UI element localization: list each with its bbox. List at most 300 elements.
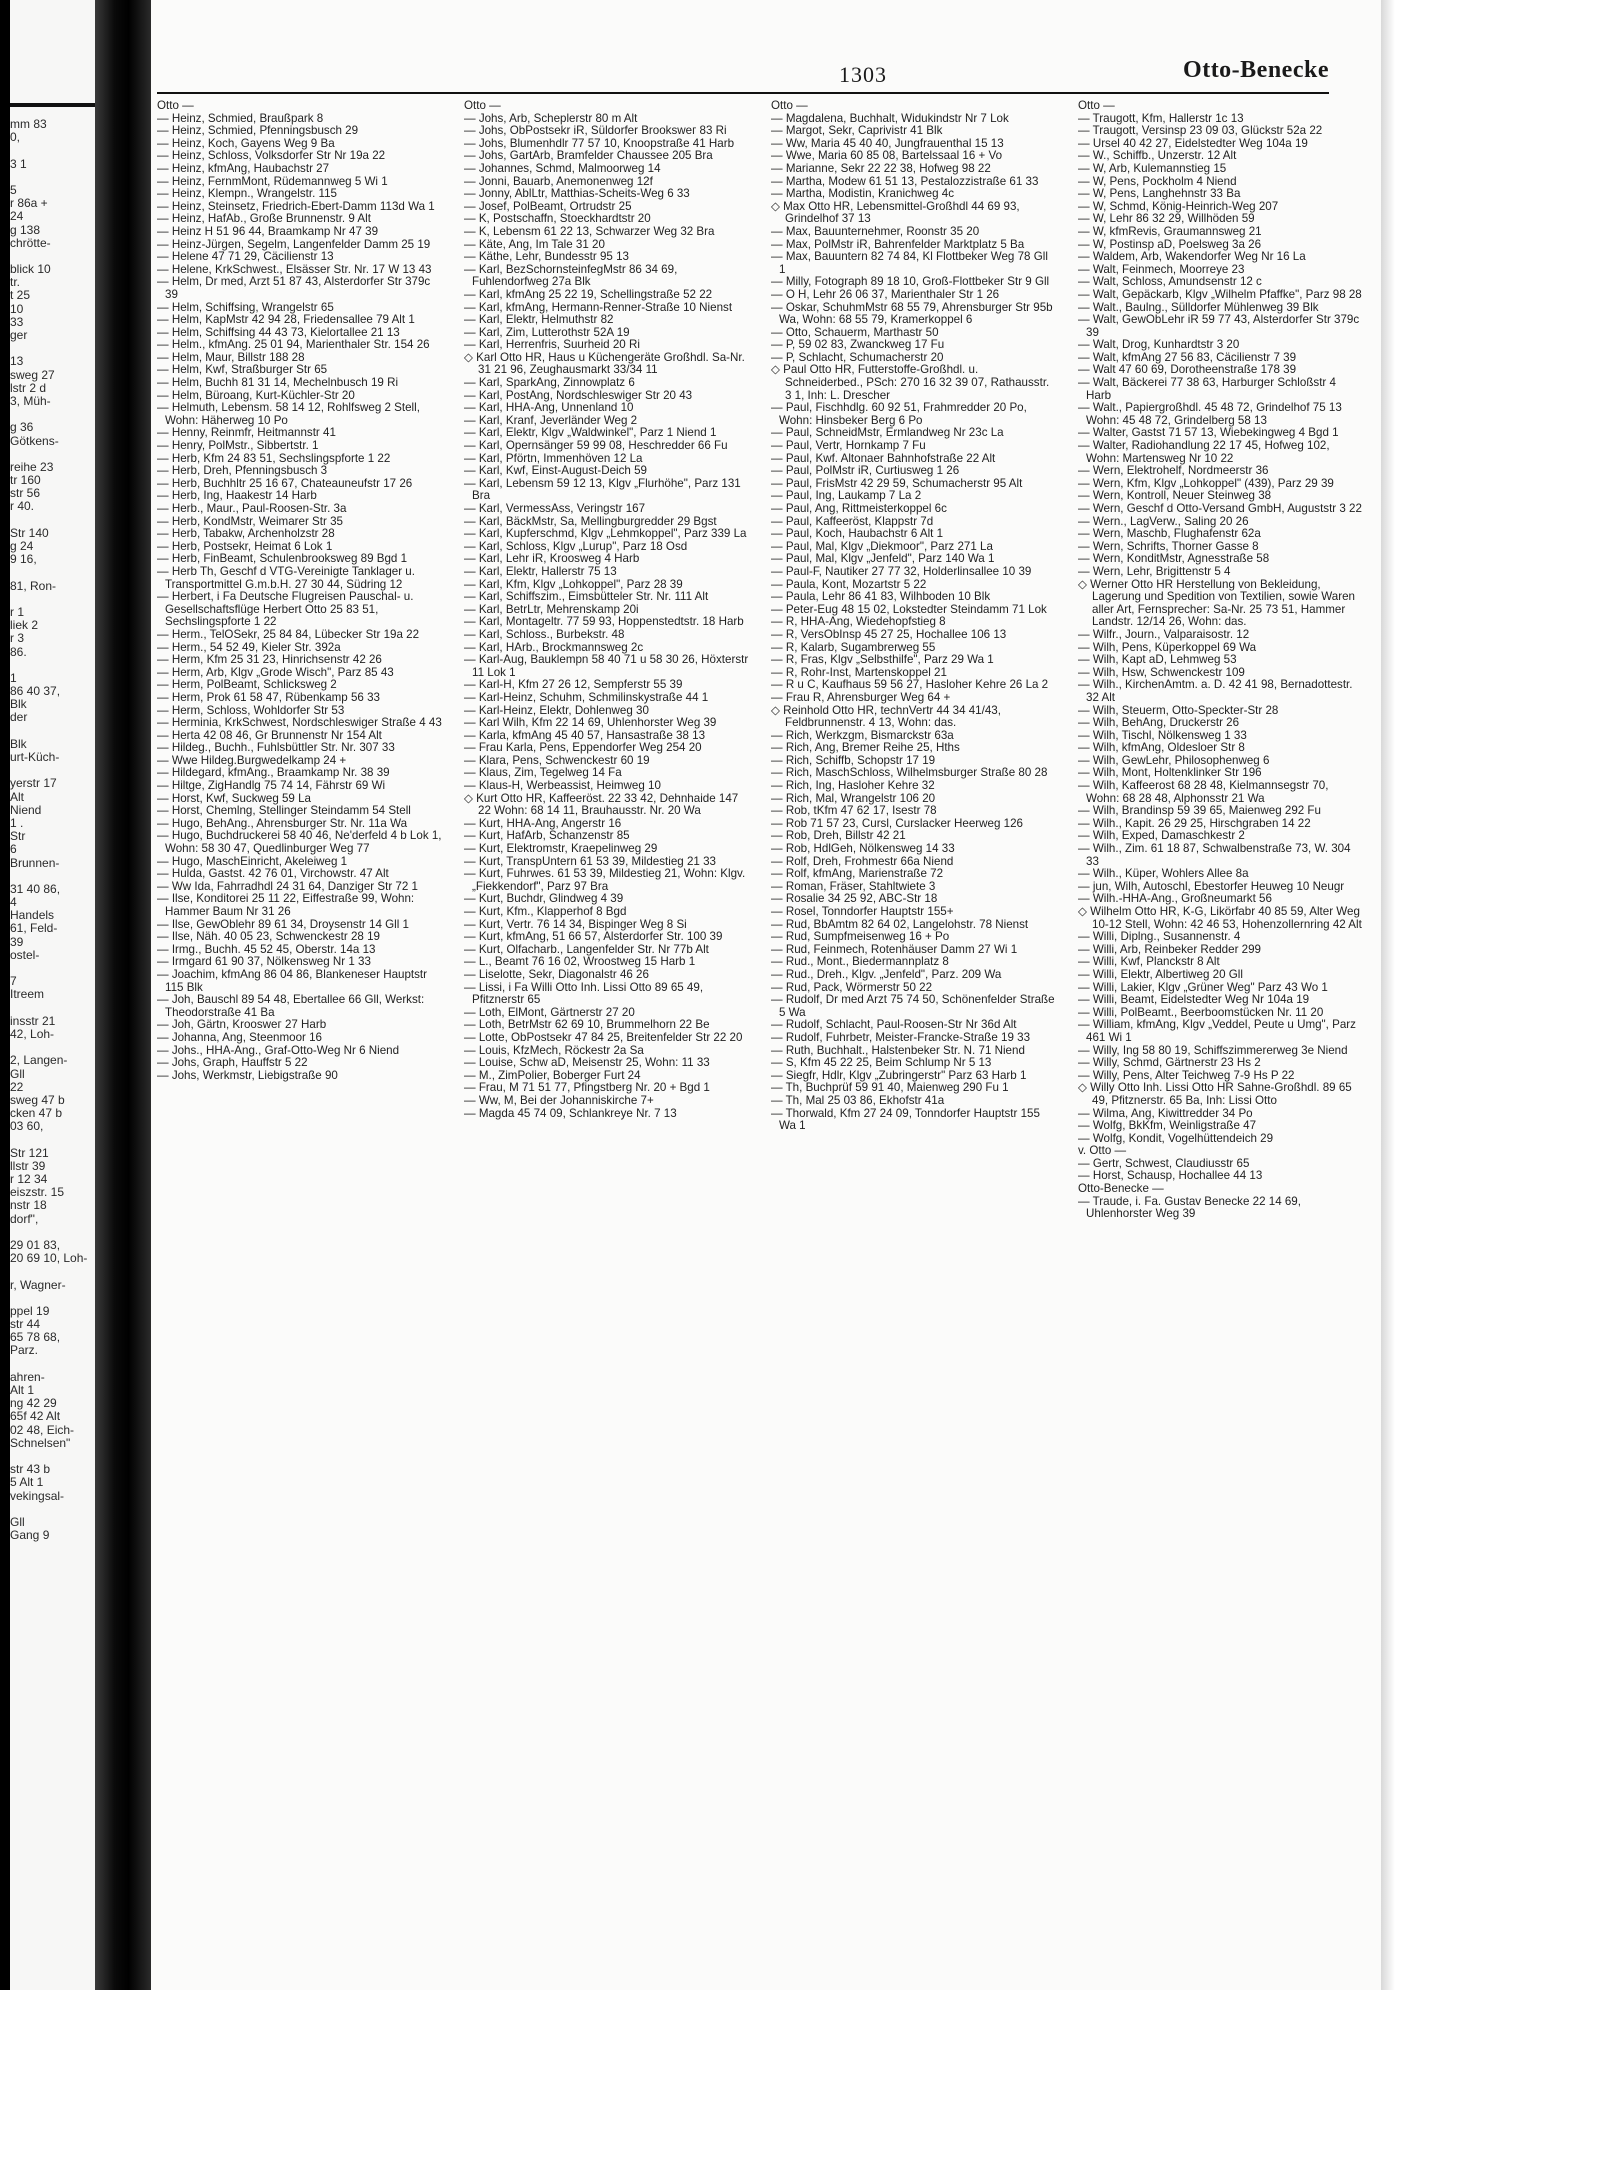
directory-entry: — Karl, Schiffszim., Eimsbütteler Str. Nr. 111 Alt: [464, 590, 709, 604]
directory-entry: — Rich, Schiffb, Schopstr 17 19: [771, 753, 936, 767]
directory-entry: — Helm, Maur, Billstr 188 28: [157, 350, 305, 364]
previous-page-fragment: tr.: [10, 275, 21, 290]
directory-entry: — Willy, Schmd, Gärtnerstr 23 Hs 2: [1078, 1056, 1261, 1070]
directory-entry: — Rob, tKfm 47 62 17, Isestr 78: [771, 804, 937, 818]
directory-column-1: [157, 100, 442, 1980]
directory-entry: — Liselotte, Sekr, Diagonalstr 46 26: [464, 967, 649, 981]
previous-page-fragment: [10, 962, 95, 975]
directory-entry: — Wilh, Pens, Küperkoppel 69 Wa: [1078, 640, 1257, 654]
directory-entry: — Marianne, Sekr 22 22 38, Hofweg 98 22: [771, 161, 991, 175]
directory-entry: — Paul, Ang, Rittmeisterkoppel 6c: [771, 502, 947, 515]
directory-entry: — Wilh., Zim. 61 18 87, Schwalbenstraße 73, W. 304 33: [1078, 842, 1351, 868]
directory-entry: — Karl, Elektr, Helmuthstr 82: [464, 313, 614, 327]
directory-entry: — Karl-Heinz, Elektr, Dohlenweg 30: [464, 703, 649, 717]
directory-entry: — Helm, Kwf, Straßburger Str 65: [157, 363, 328, 377]
directory-entry: — Horst, Schausp, Hochallee 44 13: [1078, 1169, 1263, 1183]
directory-entry: — Kurt, HHA-Ang, Angerstr 16: [464, 816, 622, 830]
directory-entry: — Wilh, Hsw, Schwenckestr 109: [1078, 665, 1245, 679]
previous-page-fragment: 6: [10, 842, 17, 857]
directory-entry: ◇ Paul Otto HR, Futterstoffe-Großhdl. u. Schneiderbed., PSch: 270 16 32 39 07, Rathausstr. 3 1, Inh: L. Drescher: [771, 363, 1050, 402]
directory-entry: — Walt, kfmAng 27 56 83, Cäcilienstr 7 39: [1078, 350, 1297, 364]
directory-entry: — Traugott, Versinsp 23 09 03, Glückstr 52a 22: [1078, 124, 1323, 138]
directory-entry: — Wilh, Kaffeerost 68 28 48, Kielmannsegstr 70, Wohn: 68 28 48, Alphonsstr 21 Wa: [1078, 779, 1329, 805]
directory-entry: — Walt, GewObLehr iR 59 77 43, Alsterdorfer Str 379c 39: [1078, 313, 1360, 339]
directory-entry: — Helene, KrkSchwest., Elsässer Str. Nr. 17 W 13 43: [157, 262, 432, 276]
directory-entry: — Helm, Buchh 81 31 14, Mechelnbusch 19 Ri: [157, 376, 399, 390]
previous-page-fragment: [10, 448, 95, 461]
previous-page-fragment: [10, 1292, 95, 1305]
previous-page-fragment: yerstr 17: [10, 776, 57, 791]
directory-entry: — Herbert, i Fa Deutsche Flugreisen Pauschal- u. Gesellschaftsflüge Herbert Otto 25 83 51, Sechslingspforte 1 22: [157, 590, 414, 629]
directory-entry: — Herb, Tabakw, Archenholzstr 28: [157, 527, 335, 541]
directory-entry: — Karl, kfmAng 25 22 19, Schellingstraße 52 22: [464, 287, 713, 301]
directory-entry: — Käte, Ang, Im Tale 31 20: [464, 237, 605, 251]
directory-entry: — Lotte, ObPostsekr 47 84 25, Breitenfelder Str 22 20: [464, 1030, 743, 1044]
directory-entry: — Rob, HdlGeh, Nölkensweg 14 33: [771, 842, 955, 856]
directory-entry: — Wilh, Brandinsp 59 39 65, Maienweg 292 Fu: [1078, 804, 1321, 818]
directory-entry: — Wolfg, BkKfm, Weinligstraße 47: [1078, 1119, 1257, 1133]
previous-page-fragment: 33: [10, 314, 24, 329]
directory-entry: — Hulda, Gastst. 42 76 01, Virchowstr. 47 Alt: [157, 867, 389, 881]
previous-page-fragment: [10, 870, 95, 883]
directory-entry: — Ilse, GewOblehr 89 61 34, Droysenstr 14 Gll 1: [157, 917, 409, 931]
previous-page-fragment: 86 40 37,: [10, 684, 61, 699]
directory-entry: — Rudolf, Schlacht, Paul-Roosen-Str Nr 36d Alt: [771, 1018, 1017, 1032]
previous-page-fragment: Itreem: [10, 987, 45, 1002]
directory-entry: — Wern, Geschf d Otto-Versand GmbH, Auguststr 3 22: [1078, 502, 1362, 515]
directory-entry: — Max, Bauuntern 82 74 84, Kl Flottbeker Weg 78 Gll 1: [771, 250, 1048, 276]
directory-entry: — W, Pens, Langhehnstr 33 Ba: [1078, 187, 1241, 201]
previous-page-fragment: [10, 593, 95, 606]
directory-entry: — Karl, Herrenfris, Suurheid 20 Ri: [464, 338, 640, 352]
directory-entry: — Kurt, TranspUntern 61 53 39, Mildestieg 21 33: [464, 854, 716, 868]
directory-entry: ◇ Karl Otto HR, Haus u Küchengeräte Großhdl. Sa-Nr. 31 21 96, Zeughausmarkt 33/34 11: [464, 350, 745, 377]
previous-page-fragment: 1 .: [10, 815, 24, 830]
previous-page-fragment: 4: [10, 895, 17, 910]
directory-entry: — R, Kalarb, Sugambrerweg 55: [771, 640, 936, 654]
previous-page-fragment: 02 48, Eich-: [10, 1422, 75, 1437]
previous-page-fragment: Blk: [10, 697, 27, 712]
directory-entry: — Herb, Buchhltr 25 16 67, Chateauneufstr 17 26: [157, 476, 413, 490]
directory-entry: — Heinz, Schmied, Pfenningsbusch 29: [157, 124, 359, 138]
directory-entry: — Louis, KfzMech, Röckestr 2a Sa: [464, 1043, 644, 1057]
directory-entry: — Walt 47 60 69, Dorotheenstraße 178 39: [1078, 363, 1297, 377]
directory-entry: — Karl, HHA-Ang, Unnenland 10: [464, 401, 634, 415]
directory-entry: — Karl, kfmAng, Hermann-Renner-Straße 10 Nienst: [464, 300, 733, 314]
directory-entry: — Max, Bauunternehmer, Roonstr 35 20: [771, 224, 980, 238]
directory-entry: — W, Pens, Pockholm 4 Niend: [1078, 174, 1237, 188]
directory-entry: — Karla, kfmAng 45 40 57, Hansastraße 38 13: [464, 728, 706, 742]
directory-entry: — Max, PolMstr iR, Bahrenfelder Marktplatz 5 Ba: [771, 237, 1025, 251]
directory-entry: — Herb, Ing, Haakestr 14 Harb: [157, 489, 317, 503]
directory-entry: — Rich, Werkzgm, Bismarckstr 63a: [771, 728, 954, 742]
directory-entry: — W., Schiffb., Unzerstr. 12 Alt: [1078, 149, 1237, 163]
previous-page-fragment: str 44: [10, 1317, 41, 1332]
directory-entry: — Karl, Pförtn, Immenhöven 12 La: [464, 451, 643, 465]
directory-entry: — Hiltge, ZigHandlg 75 74 14, Fährstr 69 Wi: [157, 779, 386, 793]
directory-entry: — P, Schlacht, Schumacherstr 20: [771, 350, 944, 364]
directory-entry: — Herb, Dreh, Pfenningsbusch 3: [157, 464, 328, 478]
directory-entry: — Johs, Werkmstr, Liebigstraße 90: [157, 1068, 338, 1082]
previous-page-fragment: ostel-: [10, 947, 40, 962]
directory-entry: — Karl, BezSchornsteinfegMstr 86 34 69, Fuhlendorfweg 27a Blk: [464, 262, 678, 289]
directory-entry: — Wilh, Tischl, Nölkensweg 1 33: [1078, 728, 1247, 742]
directory-entry: — Herm, Prok 61 58 47, Rübenkamp 56 33: [157, 690, 380, 704]
directory-column-3: [771, 100, 1056, 1980]
directory-entry: — W, Lehr 86 32 29, Willhöden 59: [1078, 212, 1255, 226]
previous-page-fragment: [10, 566, 95, 579]
directory-entry: — Hildegard, kfmAng., Braamkamp Nr. 38 39: [157, 766, 390, 780]
directory-entry: — Wilh.-HHA-Ang., Großneumarkt 56: [1078, 892, 1272, 906]
directory-entry: — Walt., Papiergroßhdl. 45 48 72, Grindelhof 75 13 Wohn: 45 48 72, Grindelberg 58 13: [1078, 401, 1342, 427]
directory-entry: — K, Lebensm 61 22 13, Schwarzer Weg 32 Bra: [464, 224, 715, 238]
directory-entry: — Gertr, Schwest, Claudiusstr 65: [1078, 1156, 1250, 1170]
directory-entry: — Th, Buchprüf 59 91 40, Maienweg 290 Fu 1: [771, 1081, 1009, 1095]
directory-entry: — W, kfmRevis, Graumannsweg 21: [1078, 224, 1262, 238]
directory-entry: — Heinz, Koch, Gayens Weg 9 Ba: [157, 136, 335, 150]
directory-entry: — Willi, PolBeamt., Beerboomstücken Nr. 11 20: [1078, 1005, 1324, 1019]
previous-page-fragment: Gll: [10, 1066, 25, 1081]
directory-entry: — Heinz, Klempn., Wrangelstr. 115: [157, 187, 337, 201]
directory-entry: — Siegfr, Hdlr, Klgv „Zubringerstr" Parz 63 Harb 1: [771, 1068, 1027, 1082]
previous-page-fragment: cken 47 b: [10, 1106, 63, 1121]
directory-entry: — Herb, Kfm 24 83 51, Sechslingspforte 1 22: [157, 451, 391, 465]
directory-entry: — Herm, PolBeamt, Schlicksweg 2: [157, 678, 337, 692]
directory-entry: — Herm, Kfm 25 31 23, Hinrichsenstr 42 26: [157, 653, 382, 667]
directory-entry: — Wolfg, Kondit, Vogelhüttendeich 29: [1078, 1131, 1274, 1145]
previous-page-fragment: 86.: [10, 644, 27, 659]
previous-page-fragment: sweg 47 b: [10, 1092, 65, 1107]
directory-entry: — Irmg., Buchh. 45 52 45, Oberstr. 14a 13: [157, 942, 376, 956]
previous-page-fragment: Str 140: [10, 525, 49, 540]
previous-page-fragment: nstr 18: [10, 1198, 47, 1213]
previous-page-fragment: [10, 1226, 95, 1239]
directory-entry: — Ilse, Näh. 40 05 23, Schwenckestr 28 19: [157, 930, 380, 944]
previous-page-fragment: [10, 1503, 95, 1516]
directory-entry: — Willy, Pens, Alter Teichweg 7-9 Hs P 22: [1078, 1068, 1295, 1082]
directory-entry: — Walt, Feinmech, Moorreye 23: [1078, 262, 1245, 276]
directory-column-4: [1078, 100, 1363, 1980]
scan-border: [0, 0, 10, 1990]
directory-entry: — Margot, Sekr, Caprivistr 41 Blk: [771, 124, 943, 138]
directory-entry: — Karl, Lehr iR, Kroosweg 4 Harb: [464, 552, 640, 566]
previous-page-fragment: 22: [10, 1079, 24, 1094]
directory-entry: — Ruth, Buchhalt., Halstenbeker Str. N. 71 Niend: [771, 1043, 1025, 1057]
previous-page-fragment: [10, 659, 95, 672]
directory-entry: — Walt, Drog, Kunhardtstr 3 20: [1078, 338, 1240, 352]
directory-entry: — Karl, HArb., Brockmannsweg 2c: [464, 640, 644, 654]
directory-entry: ◇ Kurt Otto HR, Kaffeeröst. 22 33 42, Dehnhaide 147 22 Wohn: 68 14 11, Brauhausstr. Nr. 20 Wa: [464, 791, 739, 818]
directory-entry: — Wilh., Küper, Wohlers Allee 8a: [1078, 867, 1249, 881]
directory-entry: — Johs, GartArb, Bramfelder Chaussee 205 Bra: [464, 149, 713, 163]
previous-page-fragment: r 1: [10, 604, 25, 619]
directory-entry: ◇ Max Otto HR, Lebensmittel-Großhdl 44 69 93, Grindelhof 37 13: [771, 199, 1020, 226]
previous-page-fragment: reihe 23: [10, 459, 54, 474]
directory-entry: — Herb, FinBeamt, Schulenbrooksweg 89 Bgd 1: [157, 552, 408, 566]
directory-entry: — Wern., LagVerw., Saling 20 26: [1078, 514, 1249, 528]
directory-entry: — Joh, Gärtn, Krooswег 27 Harb: [157, 1018, 327, 1032]
directory-entry: — Wilh, Mont, Holtenklinker Str 196: [1078, 766, 1262, 780]
directory-entry: — Heinz, kfmAng, Haubachstr 27: [157, 161, 330, 175]
previous-page-fragment: eiszstr. 15: [10, 1185, 65, 1200]
previous-page-fragment: lstr 2 d: [10, 380, 47, 395]
directory-entry: — Hugo, BehAng., Ahrensburger Str. Nr. 11a Wa: [157, 816, 408, 830]
previous-page-fragment: Gll: [10, 1514, 25, 1529]
directory-entry: — S, Kfm 45 22 25, Beim Schlump Nr 5 13: [771, 1056, 992, 1070]
previous-page-fragment: mm 83: [10, 117, 47, 131]
directory-entry: — Karl-H, Kfm 27 26 12, Sempferstr 55 39: [464, 678, 683, 692]
directory-entry: ◇ Wilhelm Otto HR, K-G, Likörfabr 40 85 59, Alter Weg 10-12 Stell, Wohn: 42 46 53, Hohenzollernring 42 Alt: [1078, 905, 1362, 931]
directory-entry: — Joachim, kfmAng 86 04 86, Blankeneser Hauptstr 115 Blk: [157, 967, 428, 994]
directory-entry: — Johs, Blumenhdlr 77 57 10, Knoopstraße 41 Harb: [464, 136, 735, 150]
directory-entry: — Herta 42 08 46, Gr Brunnenstr Nr 154 Alt: [157, 728, 382, 742]
directory-entry: — Walt., Baulng., Sülldorfer Mühlenweg 39 Blk: [1078, 300, 1319, 314]
directory-entry: — Karl-Heinz, Schuhm, Schmilinskystraße 44 1: [464, 690, 709, 704]
previous-page-fragment: r 40.: [10, 499, 35, 514]
directory-entry: — Paul, FrisMstr 42 29 59, Schumacherstr 95 Alt: [771, 476, 1023, 490]
directory-entry: — Karl, VermessAss, Veringstr 167: [464, 502, 646, 515]
directory-entry: — Wwe, Maria 60 85 08, Bartelssaal 16 + Vo: [771, 149, 1003, 163]
directory-entry: — Ww, Maria 45 40 40, Jungfrauenthal 15 13: [771, 136, 1004, 150]
directory-entry: — Walt, Bäckerei 77 38 63, Harburger Schloßstr 4 Harb: [1078, 376, 1336, 402]
directory-entry: — Karl Wilh, Kfm 22 14 69, Uhlenhorster Weg 39: [464, 716, 717, 730]
directory-entry: — Martha, Modistin, Kranichweg 4c: [771, 187, 954, 201]
directory-entry: — Willi, Arb, Reinbeker Redder 299: [1078, 942, 1262, 956]
previous-page-fragment: Niend: [10, 802, 42, 817]
directory-entry: — Willi, Beamt, Eidelstedter Weg Nr 104a 19: [1078, 993, 1310, 1007]
previous-page-fragment: llstr 39: [10, 1158, 46, 1173]
directory-entry: — Paula, Kont, Mozartstr 5 22: [771, 577, 927, 591]
previous-page-fragment: str 43 b: [10, 1462, 51, 1477]
directory-entry: — Willi, Diplng., Susannenstr. 4: [1078, 930, 1241, 944]
directory-entry: — Paul, Mal, Klgv „Jenfeld", Parz 140 Wa 1: [771, 552, 995, 566]
previous-page-fragment: ppel 19: [10, 1303, 50, 1318]
directory-entry: — Wern, Kfm, Klgv „Lohkoppel" (439), Parz 29 39: [1078, 476, 1334, 490]
previous-page-fragment: 7: [10, 974, 17, 989]
previous-page-fragment: g 36: [10, 420, 34, 435]
previous-page-fragment: 9 16,: [10, 552, 37, 567]
directory-entry: — Rud, Sumpfmeisenweg 16 + Po: [771, 930, 950, 944]
directory-entry: — Karl, Opernsänger 59 99 08, Heschredder 66 Fu: [464, 439, 728, 453]
directory-entry: — Loth, BetrMstr 62 69 10, Brummelhorn 22 Be: [464, 1018, 710, 1032]
previous-page-fragment: 61, Feld-: [10, 921, 58, 936]
directory-entry: — Klara, Pens, Schwenckestr 60 19: [464, 753, 650, 767]
directory-entry: — Klaus-H, Werbeassist, Heimweg 10: [464, 779, 661, 793]
directory-entry: — Karl, Montageltr. 77 59 93, Hoppenstedtstr. 18 Harb: [464, 615, 744, 629]
directory-entry: — Karl, SparkAng, Zinnowplatz 6: [464, 376, 635, 390]
directory-entry: — Jonny, AblLtr, Matthias-Scheits-Weg 6 33: [464, 187, 690, 201]
directory-entry: — Wilh, Steuerm, Otto-Speckter-Str 28: [1078, 703, 1279, 717]
previous-page-fragment: ng 42 29: [10, 1396, 57, 1411]
directory-entry: — Hugo, MaschEinricht, Akeleiweg 1: [157, 854, 348, 868]
directory-entry: — R u C, Kaufhaus 59 56 27, Hasloher Kehre 26 La 2: [771, 678, 1049, 692]
previous-page-fragment: ger: [10, 328, 28, 342]
directory-entry: — Josef, PolBeamt, Ortrudstr 25: [464, 199, 632, 213]
directory-entry: — Wilh, BehAng, Druckerstr 26: [1078, 716, 1240, 730]
directory-entry: — Rich, Ing, Hasloher Kehre 32: [771, 779, 935, 793]
directory-entry: — jun, Wilh, Autoschl, Ebestorfer Heuweg 10 Neugr: [1078, 879, 1345, 893]
previous-page-fragment: 42, Loh-: [10, 1026, 55, 1041]
directory-entry: — Heinz, FernmMont, Rüdemannweg 5 Wi 1: [157, 174, 388, 188]
previous-page-fragment: 0,: [10, 130, 21, 145]
directory-entry: — Lissi, i Fa Willi Otto Inh. Lissi Otto 89 65 49, Pfitznerstr 65: [464, 980, 704, 1007]
previous-page-fragment: g 138: [10, 222, 41, 237]
directory-entry: — Wilh, Exped, Damaschkestr 2: [1078, 829, 1245, 843]
directory-entry: — Wern, KonditMstr, Agnesstraße 58: [1078, 552, 1270, 566]
directory-entry: ◇ Werner Otto HR Herstellung von Bekleidung, Lagerung und Spedition von Textilien, sowie Waren aller Art, Fernsprecher: Sa-Nr. 25 73 51, Hammer Landstr. 12/14 26, Wohn: das.: [1078, 577, 1355, 629]
directory-entry: — Walt, Gepäckarb, Klgv „Wilhelm Pfaffke", Parz 98 28: [1078, 287, 1362, 301]
directory-entry: — Heinz H 51 96 44, Braamkamp Nr 47 39: [157, 224, 379, 238]
directory-entry: — Wilh, Kapt aD, Lehmweg 53: [1078, 653, 1237, 667]
directory-entry: — Rolf, kfmAng, Marienstraße 72: [771, 867, 944, 881]
directory-entry: — Rosalie 34 25 92, ABC-Str 18: [771, 892, 938, 906]
previous-page-fragment: g 24: [10, 539, 34, 553]
directory-entry: — Wern, Elektrohelf, Nordmeerstr 36: [1078, 464, 1269, 478]
directory-entry: — Herb Th, Geschf d VTG-Vereinigte Tanklager u. Transportmittel G.m.b.H. 27 30 44, Südring 12: [157, 564, 415, 591]
directory-entry: — Wern, Lehr, Brigittenstr 5 4: [1078, 564, 1231, 578]
directory-entry: — Karl, Zim, Lutterothstr 52A 19: [464, 325, 630, 339]
directory-entry: — Heinz, HafAb., Große Brunnenstr. 9 Alt: [157, 212, 371, 226]
previous-page-fragment: Str: [10, 829, 26, 844]
directory-entry: — Willi, Lakier, Klgv „Grüner Weg" Parz 43 Wo 1: [1078, 980, 1328, 994]
previous-page-fragment: [10, 171, 95, 184]
directory-entry: — W, Postinsp aD, Poelsweg 3a 26: [1078, 237, 1262, 251]
directory-entry: — Paul, Kaffeeröst, Klappstr 7d: [771, 514, 934, 528]
directory-entry: — Wern, Schrifts, Thorner Gasse 8: [1078, 539, 1259, 553]
previous-page-fragments: [10, 118, 95, 1542]
header-rule: [157, 92, 1329, 94]
previous-page-fragment: [10, 725, 95, 738]
directory-entry: — Karl, Kwf, Einst-August-Deich 59: [464, 464, 647, 478]
directory-entry: — Helm, Schiffsing 44 43 73, Kielortallee 21 13: [157, 325, 400, 339]
directory-entry: — Magdalena, Buchhalt, Widukindstr Nr 7 Lok: [771, 111, 1009, 125]
directory-entry: — Kurt, Buchdr, Glindweg 4 39: [464, 892, 624, 906]
previous-page-fragment: 1: [10, 670, 17, 685]
directory-entry: — Henny, Reinmfr, Heitmannstr 41: [157, 426, 336, 440]
directory-entry: — Herb, Postsekr, Heimat 6 Lok 1: [157, 539, 333, 553]
directory-entry: — Helene 47 71 29, Cäcilienstr 13: [157, 250, 334, 264]
directory-entry: — Henry, PolMstr., Sibbertstr. 1: [157, 439, 319, 453]
directory-entry: — Rud., Dreh., Klgv. „Jenfeld", Parz. 209 Wa: [771, 967, 1002, 981]
previous-page-fragment: 65f 42 Alt: [10, 1409, 61, 1424]
previous-page-fragment: chrötte-: [10, 235, 51, 250]
previous-page-fragment: 10: [10, 301, 24, 316]
directory-entry: — Magda 45 74 09, Schlankreye Nr. 7 13: [464, 1106, 677, 1120]
directory-entry: — Walter, Gastst 71 57 13, Wiebekingweg 4 Bgd 1: [1078, 426, 1339, 440]
previous-page-fragment: [10, 144, 95, 157]
previous-page-fragment: 5: [10, 182, 17, 197]
directory-entry: — Rudolf, Fuhrbetr, Meister-Francke-Straße 19 33: [771, 1030, 1031, 1044]
directory-entry: — M., ZimPolier, Boberger Furt 24: [464, 1068, 641, 1082]
running-head: Otto-Benecke: [1183, 57, 1329, 83]
directory-entry: — Wilh., KirchenAmtm. a. D. 42 41 98, Bernadottestr. 32 Alt: [1078, 678, 1353, 704]
directory-entry: — Ursel 40 42 27, Eidelstedter Weg 104a 19: [1078, 136, 1308, 150]
directory-entry: — Herm., 54 52 49, Kieler Str. 392a: [157, 640, 341, 654]
directory-entry: v. Otto —: [1078, 1144, 1127, 1158]
directory-entry: Otto —: [157, 100, 194, 112]
directory-entry: — Horst, Chemlng, Stellinger Steindamm 54 Stell: [157, 804, 411, 818]
previous-page-fragment: 31 40 86,: [10, 881, 61, 896]
directory-entry: — Ilse, Konditorei 25 11 22, Eiffestraße 99, Wohn: Hammer Baum Nr 31 26: [157, 892, 415, 918]
directory-entry: — Herm, Arb, Klgv „Grode Wisch", Parz 85 43: [157, 665, 394, 679]
directory-entry: — Paul, Ing, Laukamp 7 La 2: [771, 489, 922, 503]
directory-entry: — R, Rohr-Inst, Martenskoppel 21: [771, 665, 947, 679]
directory-entry: — Herb., Maur., Paul-Roosen-Str. 3a: [157, 502, 347, 515]
directory-entry: — Helm, Schiffsing, Wrangelstr 65: [157, 300, 334, 314]
directory-entry: — Rich, MaschSchloss, Wilhelmsburger Straße 80 28: [771, 766, 1048, 780]
directory-entry: Otto-Benecke —: [1078, 1182, 1164, 1196]
previous-page-fragment: 20 69 10, Loh-: [10, 1251, 88, 1266]
directory-entry: — Karl, Kfm, Klgv „Lohkoppel", Parz 28 39: [464, 577, 683, 591]
directory-entry: — Rosel, Tonndorfer Hauptstr 155+: [771, 905, 954, 918]
directory-entry: — Johs., HHA-Ang., Graf-Otto-Weg Nr 6 Niend: [157, 1043, 400, 1057]
directory-entry: Otto —: [771, 100, 808, 112]
directory-entry: ◇ Willy Otto Inh. Lissi Otto HR Sahne-Großhdl. 89 65 49, Pfitznerstr. 65 Ba, Inh: Lissi Otto: [1078, 1081, 1352, 1107]
directory-entry: — Jonni, Bauarb, Anemonenweg 12f: [464, 174, 653, 188]
previous-page-fragment: liek 2: [10, 618, 39, 633]
directory-entry: — Karl, BäckMstr, Sa, Mellingburgredder 29 Bgst: [464, 514, 717, 528]
directory-entry: — Karl, Kupferschmd, Klgv „Lehmkoppel", Parz 339 La: [464, 527, 747, 541]
previous-page-fragment: 03 60,: [10, 1119, 44, 1134]
directory-entry: — Willi, Kwf, Planckstr 8 Alt: [1078, 955, 1220, 969]
previous-page-fragment: insstr 21: [10, 1013, 56, 1028]
directory-entry: — Kurt, Vertr. 76 14 34, Bispinger Weg 8 Si: [464, 917, 687, 931]
directory-entry: — Ww, M, Bei der Johanniskirche 7+: [464, 1093, 654, 1107]
directory-entry: — Helm, KapMstr 42 94 28, Friedensallee 79 Alt 1: [157, 313, 415, 327]
previous-page-fragment: 39: [10, 934, 24, 949]
directory-page: [151, 0, 1381, 1990]
directory-entry: — Kurt, Kfm., Klapperhof 8 Bgd: [464, 905, 627, 918]
previous-page-fragment: Gang 9: [10, 1528, 50, 1543]
previous-page-fragment: 3, Müh-: [10, 393, 51, 408]
directory-entry: — Rich, Ang, Bremer Reihe 25, Hths: [771, 741, 960, 755]
directory-entry: — L., Beamt 76 16 02, Wroostweg 15 Harb 1: [464, 955, 696, 969]
previous-page-fragment: vekingsal-: [10, 1488, 65, 1503]
directory-entry: — Oskar, SchuhmMstr 68 55 79, Ahrensburger Str 95b Wa, Wohn: 68 55 79, Kramerkoppel 6: [771, 300, 1053, 327]
directory-entry: — Paul, Fischhdlg. 60 92 51, Frahmredder 20 Po, Wohn: Hinsbeker Berg 6 Po: [771, 401, 1027, 427]
previous-page-fragment: [10, 1133, 95, 1146]
directory-entry: — Rud, Feinmech, Rotenhäuser Damm 27 Wi 1: [771, 942, 1018, 956]
directory-entry: — Helmuth, Lebensm. 58 14 12, Rohlfsweg 2 Stell, Wohn: Häherweg 10 Po: [157, 401, 420, 427]
directory-entry: — Heinz, Schloss, Volksdorfer Str Nr 19a 22: [157, 149, 386, 163]
directory-entry: — Paul, PolMstr iR, Curtiusweg 1 26: [771, 464, 960, 478]
directory-entry: — Paul, Kwf. Altonaer Bahnhofstraße 22 Alt: [771, 451, 996, 465]
previous-page-fragment: 5 Alt 1: [10, 1475, 44, 1490]
previous-page-fragment: 3 1: [10, 156, 27, 171]
directory-entry: — Hildeg., Buchh., Fuhlsbüttler Str. Nr. 307 33: [157, 741, 395, 755]
directory-entry: — Karl, Elektr, Klgv „Waldwinkel", Parz 1 Niend 1: [464, 426, 717, 440]
directory-entry: — Louise, Schw aD, Meisenstr 25, Wohn: 11 33: [464, 1056, 710, 1070]
directory-entry: — Herm, Schloss, Wohldorfer Str 53: [157, 703, 345, 717]
directory-entry: — Wern, Maschb, Flughafenstr 62a: [1078, 527, 1261, 541]
previous-page-fragment: 13: [10, 354, 24, 369]
directory-entry: — Käthe, Lehr, Bundesstr 95 13: [464, 250, 629, 264]
previous-page-fragment: 2, Langen-: [10, 1053, 68, 1068]
previous-page-fragment: tr 160: [10, 473, 41, 488]
directory-entry: — Loth, ElMont, Gärtnerstr 27 20: [464, 1005, 635, 1019]
directory-entry: — Helm, Dr med, Arzt 51 87 43, Alsterdorfer Str 379c 39: [157, 275, 431, 301]
previous-page-fragment: r 12 34: [10, 1172, 48, 1186]
previous-page-fragment: [10, 1002, 95, 1015]
previous-page-fragment: Alt: [10, 789, 25, 804]
directory-entry: — Karl, PostAng, Nordschleswiger Str 20 43: [464, 388, 693, 402]
previous-page-fragment: Str 121: [10, 1145, 49, 1160]
directory-entry: — Heinz, Steinsetz, Friedrich-Ebert-Damm 113d Wa 1: [157, 199, 435, 213]
directory-entry: — Heinz-Jürgen, Segelm, Langenfelder Damm 25 19: [157, 237, 431, 251]
directory-entry: — Helm., kfmAng. 25 01 94, Marienthaler Str. 154 26: [157, 338, 430, 352]
directory-entry: — Joh, Bauschl 89 54 48, Ebertallee 66 Gll, Werkst: Theodorstraße 41 Ba: [157, 993, 425, 1019]
directory-entry: — Martha, Modew 61 51 13, Pestalozzistraße 61 33: [771, 174, 1039, 188]
